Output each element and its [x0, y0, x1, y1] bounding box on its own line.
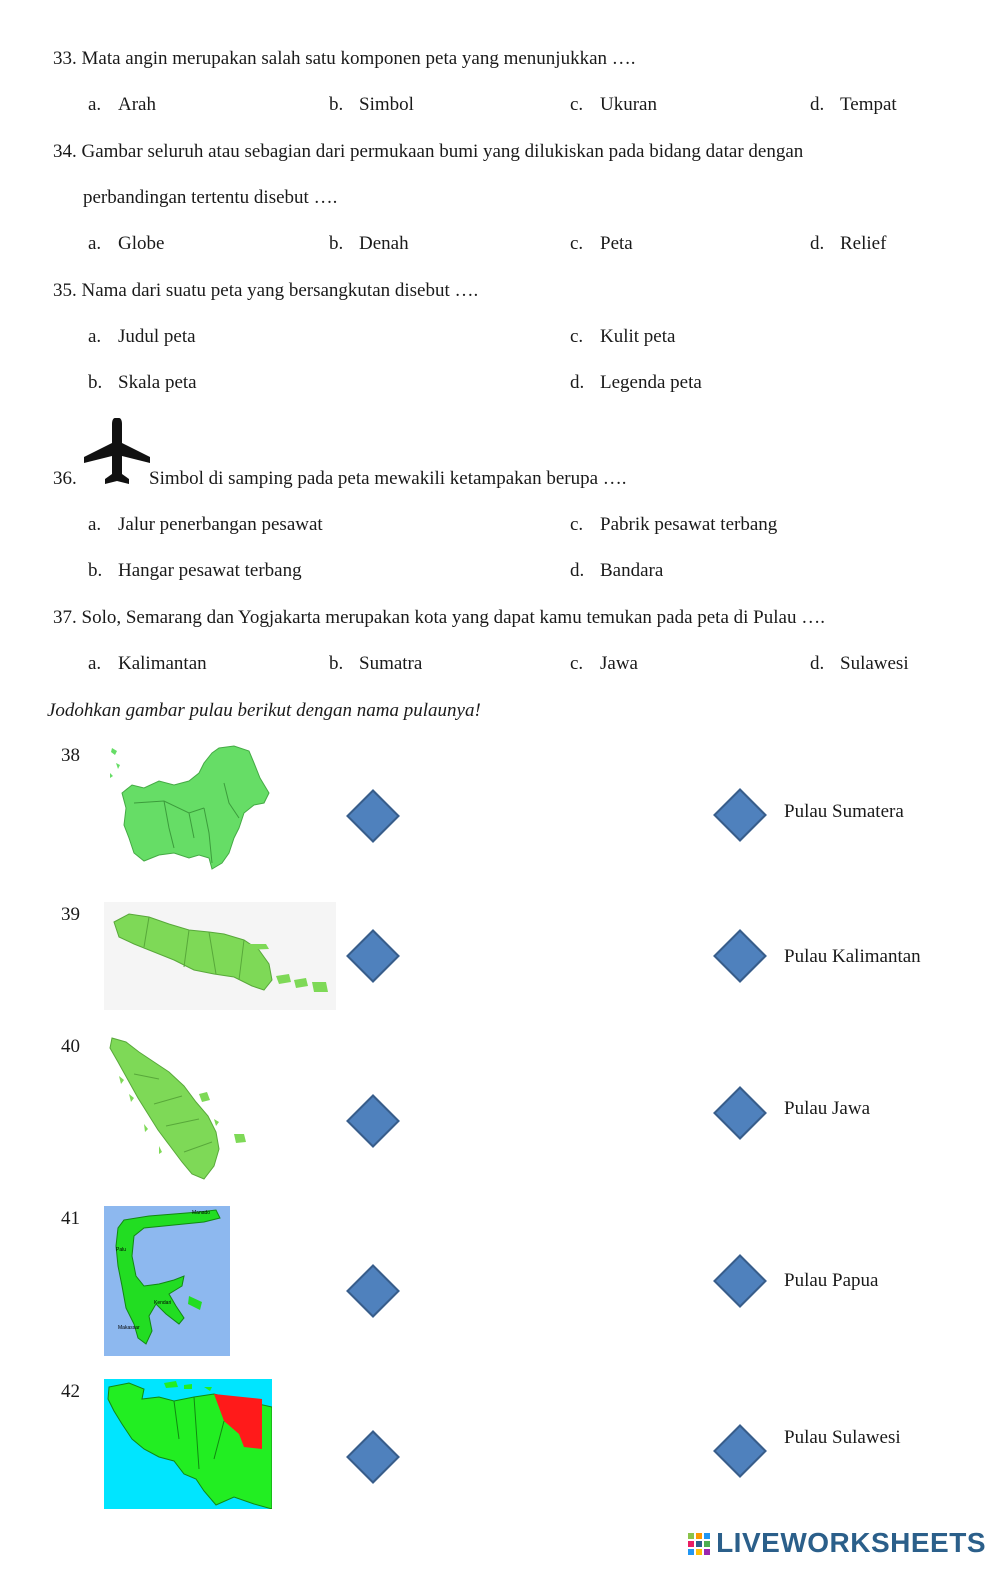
question-33: 33. Mata angin merupakan salah satu komponen peta yang menunjukkan …. [53, 48, 636, 69]
question-34-continued: perbandingan tertentu disebut …. [83, 187, 338, 208]
match-left-dot-40[interactable] [346, 1094, 400, 1148]
kalimantan-map-image [104, 743, 274, 876]
map-label-manado: Manado [192, 1210, 211, 1216]
match-left-dot-42[interactable] [346, 1430, 400, 1484]
map-label-kendari: Kendari [154, 1300, 172, 1306]
jawa-map-image [104, 902, 336, 1010]
match-left-dot-38[interactable] [346, 789, 400, 843]
option-34-d[interactable]: d. Relief [810, 233, 887, 254]
map-label-palu: Palu [116, 1247, 127, 1253]
question-37: 37. Solo, Semarang dan Yogjakarta merupakan kota yang dapat kamu temukan pada peta di Pulau …. [53, 607, 825, 628]
question-34: 34. Gambar seluruh atau sebagian dari permukaan bumi yang dilukiskan pada bidang datar dengan [53, 141, 804, 162]
match-right-dot-sumatera[interactable] [713, 788, 767, 842]
sulawesi-map-image [104, 1206, 230, 1356]
map-label-makassar: Makassar [118, 1325, 140, 1331]
option-33-d[interactable]: d. Tempat [810, 94, 897, 115]
match-number-40: 40 [61, 1036, 80, 1057]
option-36-a[interactable]: a. Jalur penerbangan pesawat [88, 514, 323, 535]
option-36-d[interactable]: d. Bandara [570, 560, 664, 581]
option-37-c[interactable]: c. Jawa [570, 653, 638, 674]
match-right-dot-jawa[interactable] [713, 1086, 767, 1140]
airplane-icon [82, 416, 152, 486]
option-37-d[interactable]: d. Sulawesi [810, 653, 909, 674]
option-34-b[interactable]: b. Denah [329, 233, 409, 254]
answer-label-sumatera: Pulau Sumatera [784, 801, 904, 822]
liveworksheets-logo-icon [688, 1533, 710, 1555]
option-33-b[interactable]: b. Simbol [329, 94, 414, 115]
sumatera-map-image [104, 1034, 254, 1182]
option-37-b[interactable]: b. Sumatra [329, 653, 423, 674]
option-35-c[interactable]: c. Kulit peta [570, 326, 676, 347]
option-35-b[interactable]: b. Skala peta [88, 372, 197, 393]
papua-map-image [104, 1379, 272, 1509]
option-35-a[interactable]: a. Judul peta [88, 326, 196, 347]
match-number-41: 41 [61, 1208, 80, 1229]
answer-label-papua: Pulau Papua [784, 1270, 879, 1291]
question-35: 35. Nama dari suatu peta yang bersangkutan disebut …. [53, 280, 479, 301]
option-34-c[interactable]: c. Peta [570, 233, 633, 254]
match-number-42: 42 [61, 1381, 80, 1402]
question-36: Simbol di samping pada peta mewakili ketampakan berupa …. [149, 468, 627, 489]
match-right-dot-papua[interactable] [713, 1254, 767, 1308]
option-33-a[interactable]: a. Arah [88, 94, 156, 115]
answer-label-kalimantan: Pulau Kalimantan [784, 946, 921, 967]
option-36-c[interactable]: c. Pabrik pesawat terbang [570, 514, 778, 535]
liveworksheets-logo-text: LIVEWORKSHEETS [716, 1527, 986, 1558]
match-right-dot-kalimantan[interactable] [713, 929, 767, 983]
option-35-d[interactable]: d. Legenda peta [570, 372, 702, 393]
match-left-dot-39[interactable] [346, 929, 400, 983]
match-number-38: 38 [61, 745, 80, 766]
match-left-dot-41[interactable] [346, 1264, 400, 1318]
option-34-a[interactable]: a. Globe [88, 233, 165, 254]
option-33-c[interactable]: c. Ukuran [570, 94, 657, 115]
liveworksheets-logo [716, 1527, 986, 1559]
option-37-a[interactable]: a. Kalimantan [88, 653, 207, 674]
match-right-dot-sulawesi[interactable] [713, 1424, 767, 1478]
answer-label-sulawesi: Pulau Sulawesi [784, 1427, 901, 1448]
matching-instruction: Jodohkan gambar pulau berikut dengan nama pulaunya! [47, 700, 481, 721]
match-number-39: 39 [61, 904, 80, 925]
option-36-b[interactable]: b. Hangar pesawat terbang [88, 560, 302, 581]
answer-label-jawa: Pulau Jawa [784, 1098, 871, 1119]
question-36-number: 36. [53, 468, 77, 489]
